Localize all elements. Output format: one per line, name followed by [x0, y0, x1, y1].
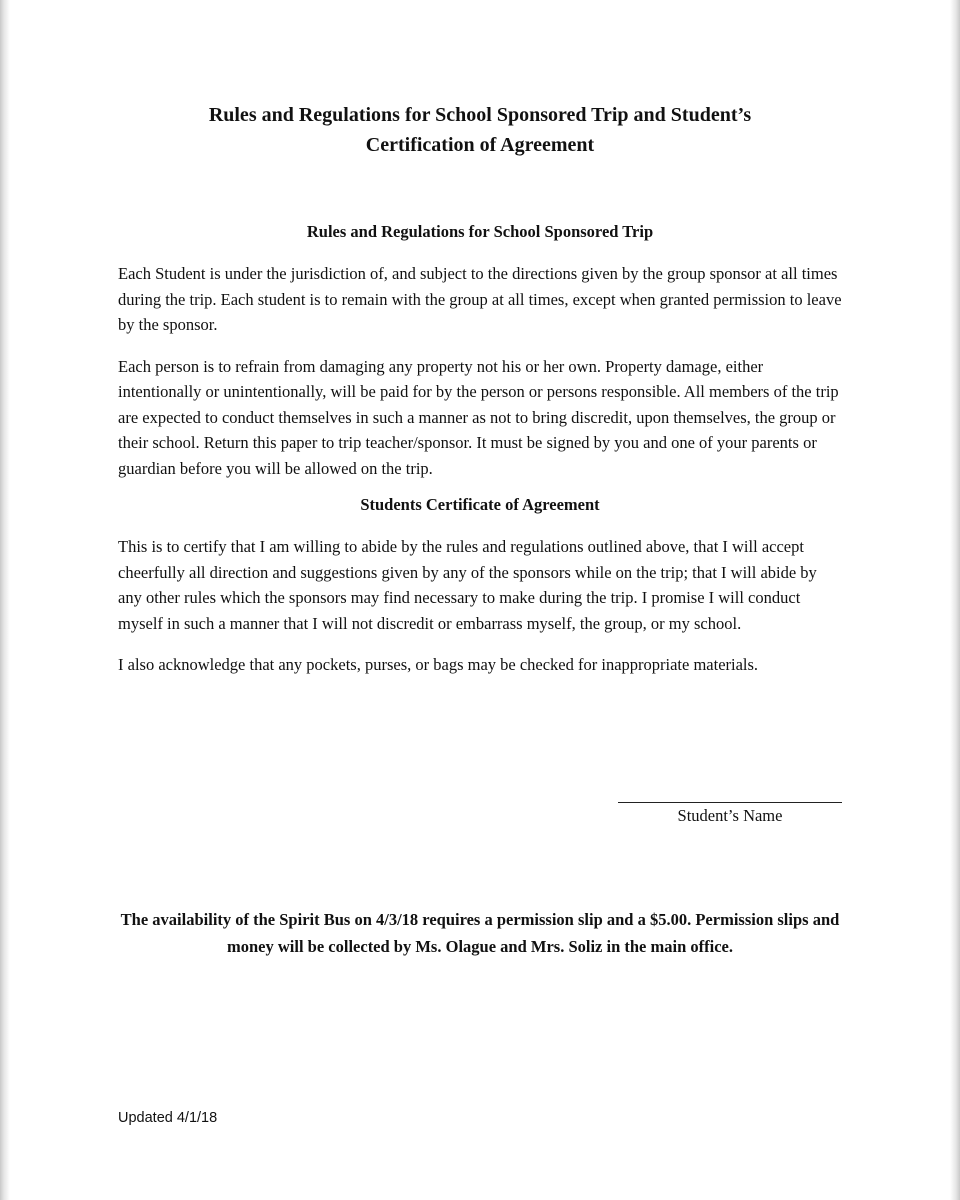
signature-label: Student’s Name: [677, 806, 783, 825]
document-title: Rules and Regulations for School Sponsored Trip and Student’s Certification of Agreement: [208, 104, 752, 156]
signature-line: [618, 802, 842, 803]
signature-block: [618, 802, 842, 826]
rules-heading: Rules and Regulations for School Sponsored Trip: [306, 222, 654, 241]
rules-paragraph-1: Each Student is under the jurisdiction of, and subject to the directions given by the group sponsor at all times during the trip. Each student is to remain with the group at all times, except when granted permission to leave by the sponsor.: [118, 264, 842, 334]
certificate-paragraph-1: This is to certify that I am willing to abide by the rules and regulations outlined above, that I will accept cheerfully all direction and suggestions given by any of the sponsors while on the trip; that I will abide by any other rules which the sponsors may find necessary to make during the trip. I promise I will conduct myself in such a manner that I will not discredit or embarrass myself, the group, or my school.: [118, 537, 817, 633]
page-left-edge: [0, 0, 10, 1200]
rules-paragraph-2: Each person is to refrain from damaging any property not his or her own. Property damage, either intentionally or unintentionally, will be paid for by the person or persons responsible. All members of the trip are expected to conduct themselves in such a manner as not to bring discredit, upon themselves, the group or their school. Return this paper to trip teacher/sponsor. It must be signed by you and one of your parents or guardian before you will be allowed on the trip.: [118, 356, 839, 478]
spirit-bus-notice: The availability of the Spirit Bus on 4/3/18 requires a permission slip and a $5.00. Permission slips and money will be collected by Ms. Olague and Mrs. Soliz in the main office.: [120, 910, 840, 956]
updated-date-footer: Updated 4/1/18: [118, 1110, 218, 1126]
certificate-paragraph-2: I also acknowledge that any pockets, purses, or bags may be checked for inappropriate materials.: [118, 655, 759, 674]
page-right-edge: [950, 0, 960, 1200]
document-body: [118, 100, 842, 678]
certificate-heading: Students Certificate of Agreement: [360, 495, 600, 514]
